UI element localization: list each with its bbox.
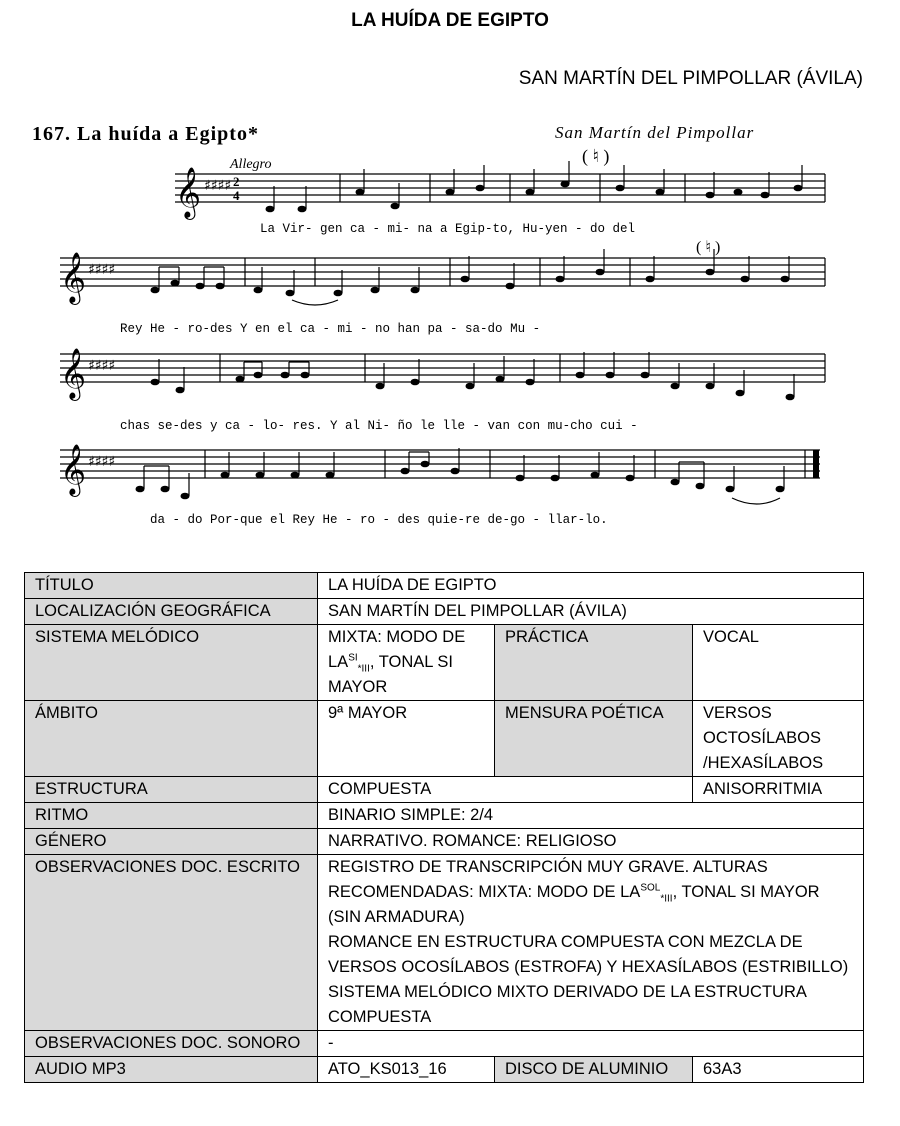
lyrics-line-4: da - do Por-que el Rey He - ro - des quie-re de-go - llar-lo. xyxy=(150,513,608,527)
page-title: LA HUÍDA DE EGIPTO xyxy=(351,10,549,31)
ritmo-value: BINARIO SIMPLE: 2/4 xyxy=(318,803,864,829)
sistema-sub: *III xyxy=(357,663,370,675)
obs-escrito-value xyxy=(318,855,864,1031)
mensura-label: MENSURA POÉTICA xyxy=(495,701,693,777)
row-ambito xyxy=(25,701,864,777)
svg-text:𝄞: 𝄞 xyxy=(60,444,87,495)
practica-label: PRÁCTICA xyxy=(495,625,693,701)
svg-text:♯♯♯♯: ♯♯♯♯ xyxy=(88,454,116,470)
genero-value: NARRATIVO. ROMANCE: RELIGIOSO xyxy=(318,829,864,855)
score-number-title: 167. La huída a Egipto* xyxy=(32,123,259,145)
lyrics-line-1: La Vir- gen ca - mi- na a Egip-to, Hu-yen - do del xyxy=(260,222,636,236)
location-heading: SAN MARTÍN DEL PIMPOLLAR (ÁVILA) xyxy=(518,68,863,89)
obs-escrito-label: OBSERVACIONES DOC. ESCRITO xyxy=(25,855,318,1031)
obs-escrito-text: REGISTRO DE TRANSCRIPCIÓN MUY GRAVE. ALTURAS RECOMENDADAS: MIXTA: MODO DE LA xyxy=(328,858,768,901)
genero-label: GÉNERO xyxy=(25,829,318,855)
audio-value: ATO_KS013_16 xyxy=(318,1057,495,1083)
row-genero xyxy=(25,829,864,855)
score-tempo: Allegro xyxy=(230,157,272,172)
row-ritmo xyxy=(25,803,864,829)
row-obs-sonoro xyxy=(25,1031,864,1057)
svg-text:4: 4 xyxy=(233,188,240,203)
ambito-label: ÁMBITO xyxy=(25,701,318,777)
svg-text:♯♯♯♯: ♯♯♯♯ xyxy=(88,262,116,278)
score-image xyxy=(20,112,840,542)
titulo-value: LA HUÍDA DE EGIPTO xyxy=(318,573,864,599)
svg-text:♯♯♯♯: ♯♯♯♯ xyxy=(88,358,116,374)
sistema-value xyxy=(318,625,495,701)
row-localizacion xyxy=(25,599,864,625)
titulo-label: TÍTULO xyxy=(25,573,318,599)
obs-sonoro-label: OBSERVACIONES DOC. SONORO xyxy=(25,1031,318,1057)
obs-escrito-para-3: SISTEMA MELÓDICO MIXTO DERIVADO DE LA ESTRUCTURA COMPUESTA xyxy=(328,983,806,1026)
svg-text:𝄞: 𝄞 xyxy=(60,252,87,303)
obs-escrito-sup: SOL xyxy=(640,882,661,894)
localizacion-label: LOCALIZACIÓN GEOGRÁFICA xyxy=(25,599,318,625)
disco-value: 63A3 xyxy=(693,1057,864,1083)
staff-2 xyxy=(60,249,825,305)
svg-text:2: 2 xyxy=(233,174,240,189)
estructura-label: ESTRUCTURA xyxy=(25,777,318,803)
score-place: San Martín del Pimpollar xyxy=(555,123,755,142)
music-score xyxy=(20,112,840,542)
sistema-sup: SI xyxy=(348,652,358,664)
practica-value: VOCAL xyxy=(693,625,864,701)
obs-sonoro-value: - xyxy=(318,1031,864,1057)
row-titulo xyxy=(25,573,864,599)
obs-escrito-sub: *III xyxy=(660,893,673,905)
disco-label: DISCO DE ALUMINIO xyxy=(495,1057,693,1083)
metadata-table xyxy=(24,572,864,1083)
ambito-value: 9ª MAYOR xyxy=(318,701,495,777)
lyrics-line-2: Rey He - ro-des Y en el ca - mi - no han pa - sa-do Mu - xyxy=(120,322,541,336)
estructura-value: COMPUESTA xyxy=(318,777,693,803)
localizacion-value: SAN MARTÍN DEL PIMPOLLAR (ÁVILA) xyxy=(318,599,864,625)
audio-label: AUDIO MP3 xyxy=(25,1057,318,1083)
row-sistema xyxy=(25,625,864,701)
svg-text:𝄞: 𝄞 xyxy=(60,348,87,399)
svg-text:♯♯♯♯: ♯♯♯♯ xyxy=(204,178,232,194)
obs-escrito-text-2: , TONAL SI MAYOR (SIN ARMADURA) xyxy=(328,883,820,926)
row-estructura xyxy=(25,777,864,803)
ritmo-label: RITMO xyxy=(25,803,318,829)
sistema-text-2: , TONAL SI MAYOR xyxy=(328,653,454,696)
natural-mark: ( ♮ ) xyxy=(582,146,610,166)
sistema-text: MIXTA: MODO DE LA xyxy=(328,628,466,671)
staff-4 xyxy=(60,444,820,504)
row-obs-escrito xyxy=(25,855,864,1031)
staff-3 xyxy=(60,348,825,401)
obs-escrito-para-2: ROMANCE EN ESTRUCTURA COMPUESTA CON MEZCLA DE VERSOS OCOSÍLABOS (ESTROFA) Y HEXASÍLABOS (ESTRIBILLO) xyxy=(328,933,849,976)
estructura-extra: ANISORRITMIA xyxy=(693,777,864,803)
lyrics-line-3: chas se-des y ca - lo- res. Y al Ni- ño le lle - van con mu-cho cui - xyxy=(120,419,638,433)
row-audio xyxy=(25,1057,864,1083)
svg-text:𝄞: 𝄞 xyxy=(175,167,202,218)
staff-1 xyxy=(175,161,825,220)
mensura-value: VERSOS OCTOSÍLABOS /HEXASÍLABOS xyxy=(693,701,864,777)
sistema-label: SISTEMA MELÓDICO xyxy=(25,625,318,701)
natural-mark-2: ( ♮ ) xyxy=(696,239,721,256)
obs-escrito-para-1 xyxy=(328,855,853,930)
